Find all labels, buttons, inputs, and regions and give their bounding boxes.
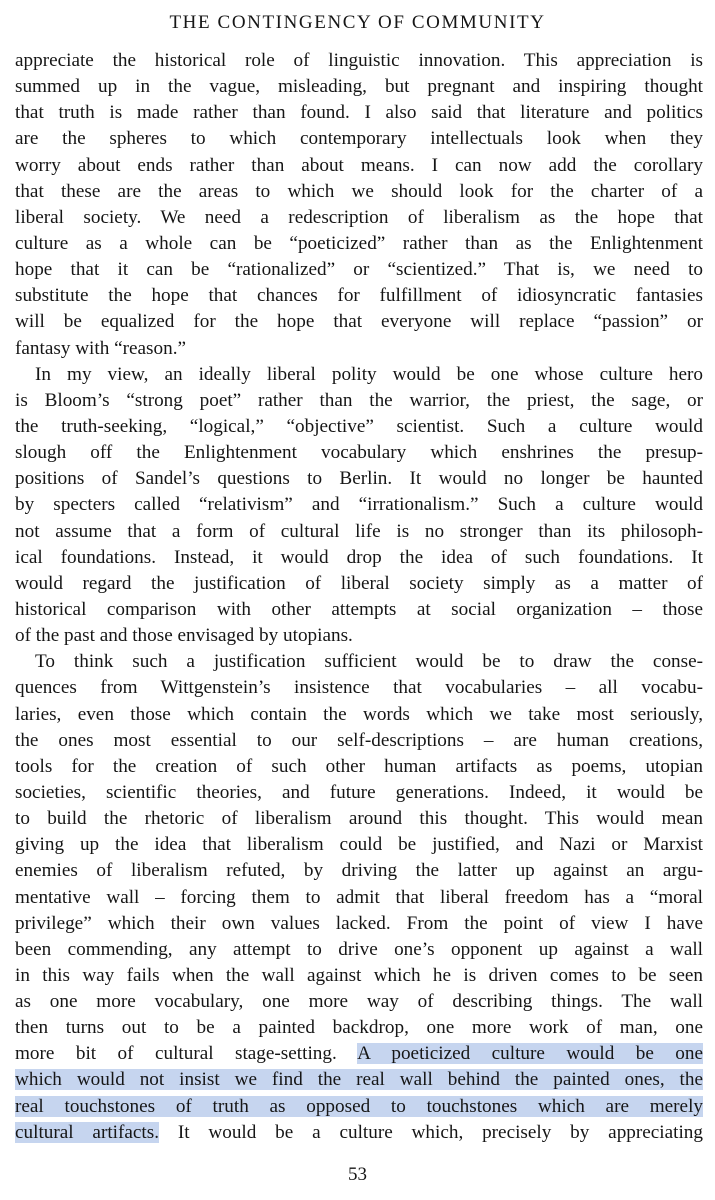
text-line: laries, even those which contain the words which we take most seriously, bbox=[15, 703, 703, 725]
text-line: tools for the creation of such other human artifacts as poems, utopian bbox=[15, 755, 703, 777]
text-line bbox=[15, 1120, 703, 1146]
text-line: the ones most essential to our self-descriptions – are human creations, bbox=[15, 729, 703, 751]
text-line: slough off the Enlightenment vocabulary which enshrines the presup- bbox=[15, 442, 703, 464]
text-line: summed up in the vague, misleading, but pregnant and inspiring thought bbox=[15, 76, 703, 98]
text-line: are the spheres to which contemporary intellectuals look when they bbox=[15, 128, 703, 150]
text-line: that truth is made rather than found. I also said that literature and politics bbox=[15, 102, 703, 124]
text-line: is Bloom’s “strong poet” rather than the warrior, the priest, the sage, or bbox=[15, 389, 703, 411]
text-line: that these are the areas to which we should look for the charter of a bbox=[15, 180, 703, 202]
text-line: ical foundations. Instead, it would drop the idea of such foundations. It bbox=[15, 546, 703, 568]
text-line: mentative wall – forcing them to admit that liberal freedom has a “moral bbox=[15, 886, 703, 908]
page-number: 53 bbox=[348, 1164, 367, 1185]
highlighted-text: cultural artifacts. bbox=[15, 1121, 160, 1143]
text-line: been commending, any attempt to drive one’s opponent up against a wall bbox=[15, 938, 703, 960]
text-line: of the past and those envisaged by utopians. bbox=[15, 625, 353, 647]
highlighted-text: A poeticized culture would be one bbox=[357, 1043, 703, 1065]
text-run: more bit of cultural stage-setting. bbox=[15, 1043, 358, 1065]
text-line: in this way fails when the wall against which he is driven comes to be seen bbox=[15, 964, 703, 986]
text-line: worry about ends rather than about means. I can now add the corollary bbox=[15, 154, 703, 176]
text-line: quences from Wittgenstein’s insistence that vocabularies – all vocabu- bbox=[15, 677, 703, 699]
text-line bbox=[15, 1067, 703, 1093]
text-line bbox=[15, 1094, 703, 1120]
text-line: fantasy with “reason.” bbox=[15, 337, 187, 359]
text-line: giving up the idea that liberalism could be justified, and Nazi or Marxist bbox=[15, 834, 703, 856]
highlighted-text: which would not insist we find the real wall behind the painted ones, the bbox=[15, 1069, 703, 1091]
body-text bbox=[15, 48, 703, 1146]
text-line: To think such a justification sufficient would be to draw the conse- bbox=[35, 651, 703, 673]
text-line: enemies of liberalism refuted, by driving the latter up against an argu- bbox=[15, 860, 703, 882]
text-line: hope that it can be “rationalized” or “scientized.” That is, we need to bbox=[15, 259, 703, 281]
text-line bbox=[15, 1041, 703, 1067]
text-run: It would be a culture which, precisely by appreciating bbox=[159, 1121, 703, 1143]
text-line: In my view, an ideally liberal polity would be one whose culture hero bbox=[35, 363, 703, 385]
text-line: by specters called “relativism” and “irrationalism.” Such a culture would bbox=[15, 494, 703, 516]
text-line: then turns out to be a painted backdrop, one more work of man, one bbox=[15, 1017, 703, 1039]
text-line: historical comparison with other attempts at social organization – those bbox=[15, 598, 703, 620]
text-line: positions of Sandel’s questions to Berlin. It would no longer be haunted bbox=[15, 468, 703, 490]
text-line: would regard the justification of liberal society simply as a matter of bbox=[15, 572, 703, 594]
running-head: THE CONTINGENCY OF COMMUNITY bbox=[169, 12, 546, 33]
text-line: societies, scientific theories, and future generations. Indeed, it would be bbox=[15, 781, 703, 803]
text-line: privilege” which their own values lacked. From the point of view I have bbox=[15, 912, 703, 934]
text-line: appreciate the historical role of linguistic innovation. This appreciation is bbox=[15, 50, 703, 71]
text-line: as one more vocabulary, one more way of describing things. The wall bbox=[15, 991, 703, 1013]
text-line: substitute the hope that chances for fulfillment of idiosyncratic fantasies bbox=[15, 285, 703, 307]
text-line: the truth-seeking, “logical,” “objective” scientist. Such a culture would bbox=[15, 415, 703, 437]
text-line: will be equalized for the hope that everyone will replace “passion” or bbox=[15, 311, 703, 333]
text-line: to build the rhetoric of liberalism around this thought. This would mean bbox=[15, 808, 703, 830]
text-line: culture as a whole can be “poeticized” rather than as the Enlightenment bbox=[15, 232, 703, 254]
highlighted-text: real touchstones of truth as opposed to touchstones which are merely bbox=[15, 1095, 703, 1117]
text-line: liberal society. We need a redescription of liberalism as the hope that bbox=[15, 206, 703, 228]
text-line: not assume that a form of cultural life is no stronger than its philosoph- bbox=[15, 520, 703, 542]
